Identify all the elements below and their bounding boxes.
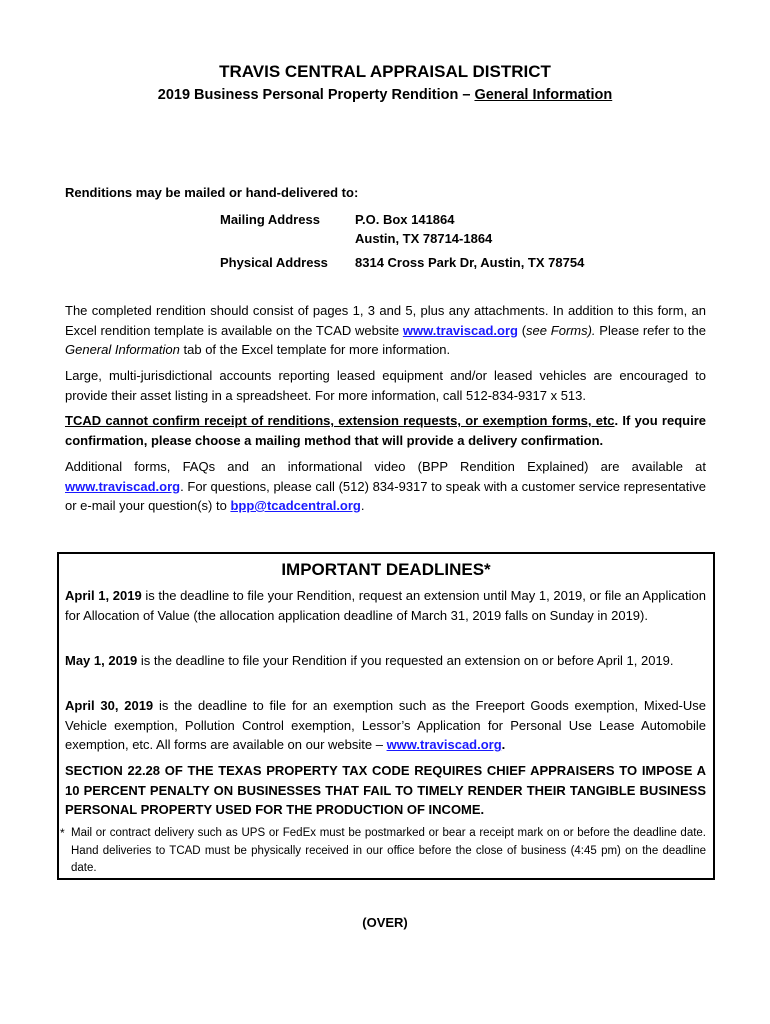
footnote-text: Mail or contract delivery such as UPS or FedEx must be postmarked or bear a receipt mark on or before the deadline date. Hand deliveries to TCAD must be physically received in our office before the close of business (4:45 pm) on the deadline date. <box>71 827 706 874</box>
traviscad-link[interactable]: www.traviscad.org <box>402 322 518 338</box>
paragraph-additional-forms <box>65 457 706 516</box>
deadline-3-date: April 30, 2019 <box>65 698 154 713</box>
document-subtitle <box>0 87 770 103</box>
paragraph-large-accounts: Large, multi-jurisdictional accounts reporting leased equipment and/or leased vehicles are encouraged to provide their asset listing in a spreadsheet. For more information, call 512-834-9317 x 513. <box>65 368 706 403</box>
paragraph-confirmation <box>65 411 706 450</box>
footnote-star: * <box>60 826 65 840</box>
deadline-3-end: . <box>501 737 506 752</box>
physical-address-value: 8314 Cross Park Dr, Austin, TX 78754 <box>355 255 585 270</box>
deadline-2-date: May 1, 2019 <box>65 653 138 668</box>
deadline-1-text: is the deadline to file your Rendition, request an extension until May 1, 2019, or file an Application for Allocation of Value (the allocation application deadline of March 31, 2019 falls on Sunday in 2019). <box>65 588 706 623</box>
deadline-1-date: April 1, 2019 <box>65 588 142 603</box>
physical-address-label: Physical Address <box>220 255 328 270</box>
over-label: (OVER) <box>362 915 408 930</box>
para4-text1: Additional forms, FAQs and an informational video (BPP Rendition Explained) are available at <box>65 459 706 474</box>
mailing-address-line2: Austin, TX 78714-1864 <box>355 231 493 246</box>
para4-text3: . <box>360 498 365 513</box>
para1-text2: ( <box>517 322 527 338</box>
mailing-address-label: Mailing Address <box>220 212 320 227</box>
paragraph-rendition-contents <box>65 301 706 360</box>
deadline-april-30 <box>65 696 706 755</box>
para4-text2: . For questions, please call (512) 834-9317 to speak with a customer service representative or e-mail your question(s) to <box>65 478 706 513</box>
para1-italic1: see Forms). <box>526 322 596 338</box>
para1-text4: tab of the Excel template for more information. <box>179 342 451 357</box>
deadline-2-text: is the deadline to file your Rendition if you requested an extension on or before April 1, 2019. <box>137 653 674 668</box>
section-22-28-notice: SECTION 22.28 OF THE TEXAS PROPERTY TAX CODE REQUIRES CHIEF APPRAISERS TO IMPOSE A 10 PERCENT PENALTY ON BUSINESSES THAT FAIL TO TIMELY RENDER THEIR TANGIBLE BUSINESS PERSONAL PROPERTY USED FOR THE PRODUCTION OF INCOME. <box>65 763 706 817</box>
traviscad-link-2[interactable]: www.traviscad.org <box>65 478 181 494</box>
subtitle-underlined: General Information <box>474 87 613 103</box>
bpp-email-link[interactable]: bpp@tcadcentral.org <box>230 498 361 513</box>
renditions-intro: Renditions may be mailed or hand-delivered to: <box>65 185 359 200</box>
para1-text3: Please refer to the <box>595 322 706 338</box>
deadline-april-1 <box>65 586 706 625</box>
deadline-3-text: is the deadline to file for an exemption such as the Freeport Goods exemption, Mixed-Use Vehicle exemption, Pollution Control exemption, Lessor’s Application for Personal Use Lease Automobile exemption, etc. All forms are available on our website – <box>65 698 706 752</box>
para1-text1: The completed rendition should consist of pages 1, 3 and 5, plus any attachments. In addition to this form, an Excel rendition template is available on the TCAD website <box>65 303 706 338</box>
para3-text: . If you require confirmation, please choose a mailing method that will provide a delivery confirmation. <box>65 413 707 448</box>
deadlines-title: IMPORTANT DEADLINES* <box>281 560 491 579</box>
para1-italic2: General Information <box>65 342 180 357</box>
para3-underlined: TCAD cannot confirm receipt of renditions, extension requests, or exemption forms, etc <box>65 413 615 428</box>
deadline-may-1 <box>65 651 706 671</box>
document-title: TRAVIS CENTRAL APPRAISAL DISTRICT <box>219 62 551 81</box>
subtitle-prefix: 2019 Business Personal Property Rendition – <box>157 87 475 103</box>
mailing-address-line1: P.O. Box 141864 <box>355 212 455 227</box>
traviscad-link-3[interactable]: www.traviscad.org <box>386 737 502 752</box>
